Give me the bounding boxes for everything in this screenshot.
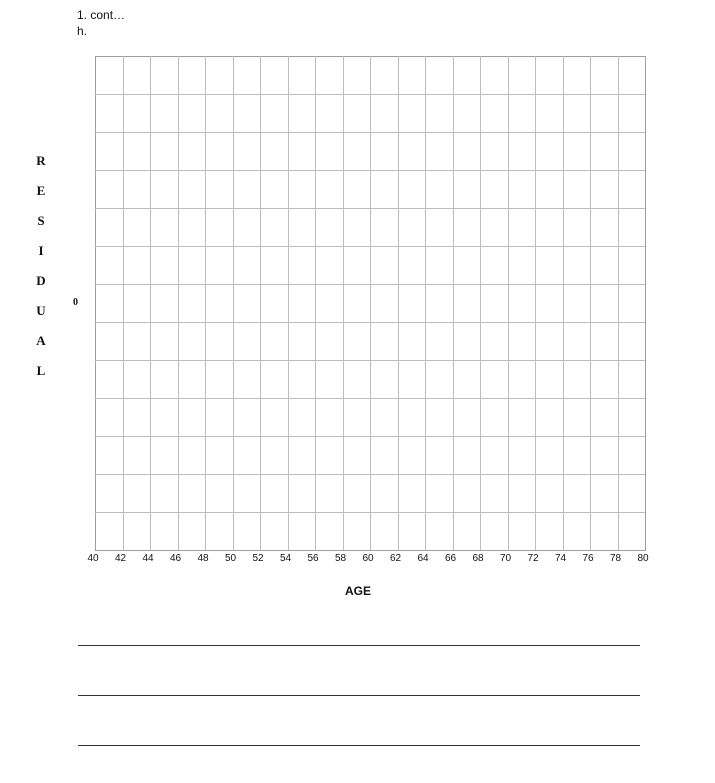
y-zero-label: 0 xyxy=(73,297,78,308)
y-axis-label-letter: D xyxy=(36,273,46,288)
x-tick-label: 56 xyxy=(307,553,319,564)
y-axis-label-letter: I xyxy=(38,243,44,258)
x-tick-label: 40 xyxy=(87,553,99,564)
y-axis-label-letter: U xyxy=(36,303,46,318)
answer-line[interactable] xyxy=(78,695,640,696)
x-tick-label: 58 xyxy=(334,553,347,564)
x-tick-label: 72 xyxy=(527,553,539,564)
x-axis-label: AGE xyxy=(344,584,371,598)
x-tick-label: 74 xyxy=(554,553,567,564)
part-label: h. xyxy=(77,24,88,38)
answer-line[interactable] xyxy=(78,645,640,646)
x-tick-label: 52 xyxy=(252,553,264,564)
x-tick-label: 64 xyxy=(417,553,429,564)
x-tick-label: 62 xyxy=(389,553,402,564)
x-tick-label: 60 xyxy=(362,553,374,564)
x-tick-label: 76 xyxy=(582,553,594,564)
x-tick-label: 80 xyxy=(637,553,649,564)
x-tick-label: 66 xyxy=(444,553,457,564)
y-axis-label-letter: E xyxy=(36,183,46,198)
y-axis-label-letter: L xyxy=(36,363,46,378)
x-tick-label: 68 xyxy=(472,553,484,564)
x-tick-label: 48 xyxy=(197,553,209,564)
x-tick-label: 78 xyxy=(609,553,622,564)
y-axis-label-letter: A xyxy=(36,333,46,348)
x-tick-label: 54 xyxy=(279,553,292,564)
x-tick-label: 44 xyxy=(142,553,154,564)
answer-line[interactable] xyxy=(78,745,640,746)
x-tick-label: 70 xyxy=(499,553,512,564)
question-number: 1. cont… xyxy=(77,8,126,22)
x-tick-label: 50 xyxy=(224,553,237,564)
x-tick-label: 46 xyxy=(169,553,182,564)
y-axis-label-letter: S xyxy=(37,213,45,228)
x-tick-label: 42 xyxy=(114,553,127,564)
y-axis-label-letter: R xyxy=(36,153,46,168)
